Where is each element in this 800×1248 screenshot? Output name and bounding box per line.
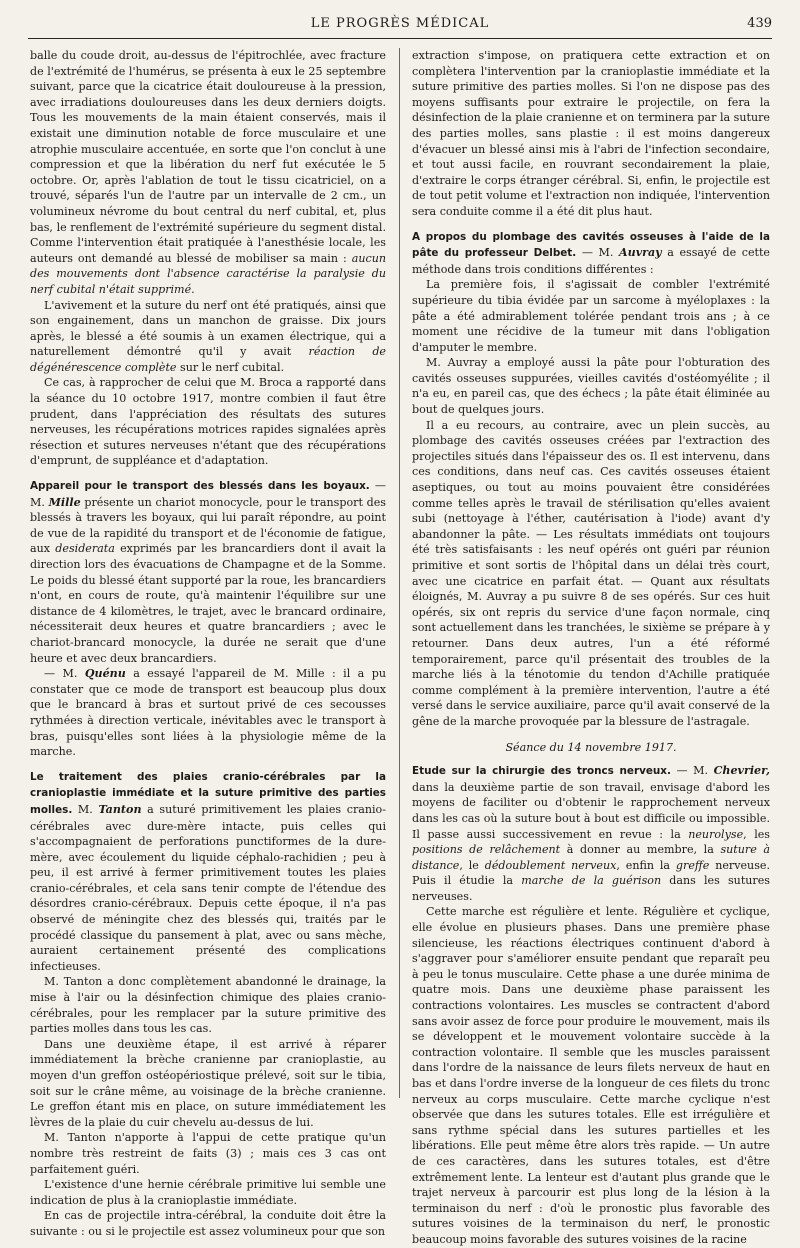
paragraph: — M. Quénu a essayé l'appareil de M. Mille : il a pu constater que ce mode de transport est beaucoup plus doux que le brancard à bras et surtout privé de ces secousses rythmées à direction verticale, inévitables avec le transport à bras, puisqu'elles sont liées à la physiologie même de la marche. <box>30 667 386 759</box>
author-name: Auvray <box>619 246 662 260</box>
author-name: Chevrier, <box>713 764 770 778</box>
section-plaies-cranio-cerebrales: Le traitement des plaies cranio-cérébrales par la cranioplastie immédiate et la suture primitive des parties molles. M. Tanton a suturé primitivement les plaies cranio-cérébrales avec dure-mère intacte, puis celles qui s'accompagnaient de perforations punctiformes de la dure-mère, avec écoulement du liquide céphalo-rachidien ; peu à peu, il est arrivé à fermer primitivement toutes les plaies cranio-cérébrales, et cela sans tenir compte de l'étendue des désordres cranio-cérébraux. Depuis cette époque, il n'a pas observé de méningite chez des blessés qui, traités par le procédé classique du pansement à plat, avec ou sans mèche, auraient certainement présenté des complications infectieuses. <box>30 770 386 973</box>
paragraph: balle du coude droit, au-dessus de l'épitrochlée, avec fracture de l'extrémité de l'humérus, se présenta à eux le 25 septembre suivant, parce que la cicatrice était douloureuse à la pression, avec irradiations douloureuses dans les deux derniers doigts. Tous les mouvements de la main étaient conservés, mais il existait une diminution notable de force musculaire et une atrophie musculaire accentuée, en sorte que l'on conclut à une compression et que la libération du nerf fut exécutée le 5 octobre. Or, après l'ablation de tout le tissu cicatriciel, on a trouvé, séparés l'un de l'autre par un intervalle de 2 cm., un volumineux névrome du bout central du nerf cubital, et, plus bas, le renflement de l'extrémité supérieure du segment distal. Comme l'intervention était pratiquée à l'anesthésie locale, les auteurs ont demandé au blessé de mobiliser sa main : aucun des mouvements dont l'absence caractérise la paralysie du nerf cubital n'était supprimé. <box>30 49 386 296</box>
section-heading: Le traitement des plaies cranio-cérébrales par la cranioplastie immédiate et la suture primitive des parties molles. <box>30 770 386 816</box>
left-column <box>30 48 386 1240</box>
paragraph: En cas de projectile intra-cérébral, la conduite doit être la suivante : ou si le projectile est assez volumineux pour que son <box>30 1209 386 1238</box>
section-plombage: A propos du plombage des cavités osseuses à l'aide de la pâte du professeur Delbet. — M. Auvray a essayé de cette méthode dans trois conditions différentes : <box>412 230 770 276</box>
journal-title: LE PROGRÈS MÉDICAL <box>310 16 490 31</box>
paragraph: La première fois, il s'agissait de combler l'extrémité supérieure du tibia évidée par un sarcome à myéloplaxes : la pâte a été admirablement tolérée pendant trois ans ; à ce moment une récidive de la tumeur mit dans l'obligation d'amputer le membre. <box>412 278 770 354</box>
right-column <box>412 48 770 1248</box>
running-header <box>28 14 772 39</box>
section-heading: Etude sur la chirurgie des troncs nerveux. <box>412 765 671 778</box>
author-name: Quénu <box>84 667 126 681</box>
paragraph: M. Tanton n'apporte à l'appui de cette pratique qu'un nombre très restreint de faits (3) ; mais ces 3 cas ont parfaitement guéri. <box>30 1131 386 1176</box>
author-name: Tanton <box>98 802 142 816</box>
paragraph: M. Tanton a donc complètement abandonné le drainage, la mise à l'air ou la désinfection chimique des plaies cranio-cérébrales, pour les remplacer par la suture primitive des parties molles dans tous les cas. <box>30 975 386 1036</box>
column-divider <box>399 48 400 1098</box>
paragraph: Dans une deuxième étape, il est arrivé à réparer immédiatement la brèche cranienne par cranioplastie, au moyen d'un greffon ostéopériostique prélevé, soit sur le tibia, soit sur le crâne même, au voisinage de la brèche cranienne. Le greffon étant mis en place, on suture immédiatement les lèvres de la plaie du cuir chevelu au-dessus de lui. <box>30 1037 386 1129</box>
section-transport-blesses: Appareil pour le transport des blessés dans les boyaux. — M. Mille présente un chariot monocycle, pour le transport des blessés à travers les boyaux, qui lui paraît répondre, au point de vue de la rapidité du transport et de l'économie de fatigue, aux desiderata exprimés par les brancardiers dont il avait la direction lors des évacuations de Champagne et de la Somme. Le poids du blessé étant supporté par la roue, les brancardiers n'ont, en cours de route, qu'à maintenir l'équilibre sur une distance de 4 kilomètres, le trajet, avec le brancard ordinaire, nécessiterait deux heures et quatre brancardiers ; avec le chariot-brancard monocycle, la durée ne serait que d'une heure et avec deux brancardiers. <box>30 479 387 665</box>
paragraph: extraction s'impose, on pratiquera cette extraction et on complètera l'intervention par la cranioplastie immédiate et la suture primitive des parties molles. Si l'on ne dispose pas des moyens suffisants pour extraire le projectile, on fera la désinfection de la plaie cranienne et on terminera par la suture des parties molles, sans plastie : il est moins dangereux d'évacuer un blessé ainsi mis à l'abri de l'infection secondaire, et tout aussi facile, en rouvrant secondairement la plaie, d'extraire le corps étranger cérébral. Si, enfin, le projectile est de tout petit volume et l'extraction non indiquée, l'intervention sera conduite comme il a été dit plus haut. <box>412 49 770 218</box>
session-date: Séance du 14 novembre 1917. <box>505 740 677 754</box>
paragraph: L'avivement et la suture du nerf ont été pratiqués, ainsi que son engainement, dans un manchon de graisse. Dix jours après, le blessé a été soumis à un examen électrique, qui a naturellement démontré qu'il y avait réaction de dégénérescence complète sur le nerf cubital. <box>30 298 386 374</box>
paragraph: L'existence d'une hernie cérébrale primitive lui semble une indication de plus à la cranioplastie immédiate. <box>30 1178 386 1207</box>
section-troncs-nerveux: Etude sur la chirurgie des troncs nerveux. — M. Chevrier, dans la deuxième partie de son travail, envisage d'abord les moyens de faciliter ou d'obtenir le rapprochement nerveux dans les cas où la suture bout à bout est difficile ou impossible. Il passe aussi successivement en revue : la neurolyse, les positions de relâchement à donner au membre, la suture à distance, le dédoublement nerveux, enfin la greffe nerveuse. Puis il étudie la marche de la guérison dans les sutures nerveuses. <box>412 764 771 903</box>
paragraph: Il a eu recours, au contraire, avec un plein succès, au plombage des cavités osseuses créées par l'extraction des projectiles situés dans l'épaisseur des os. Il est intervenu, dans ces conditions, dans neuf cas. Ces cavités osseuses étaient aseptiques, ou tout au moins pouvaient être considérées comme telles après le travail de stérilisation qu'elles avaient subi (nettoyage à l'éther, cautérisation à l'iode) avant d'y abandonner la pâte. — Les résultats immédiats ont toujours été très satisfaisants : les neuf opérés ont guéri par réunion primitive et sont sortis de l'hôpital dans un délai très court, avec une cicatrice en parfait état. — Quant aux résultats éloignés, M. Auvray a pu suivre 8 de ses opérés. Sur ces huit opérés, six ont repris du service d'une façon normale, cinq sont actuellement dans les tranchées, le sixième se prépare à y retourner. Dans deux autres, l'un a été réformé temporairement, parce qu'il présentait des troubles de la marche liés à la ténotomie du tendon d'Achille pratiquée comme complément à la première intervention, l'autre a été versé dans le service auxiliaire, parce qu'il avait conservé de la gêne de la marche provoquée par la blessure de l'astragale. <box>412 418 770 728</box>
paragraph: Cette marche est régulière et lente. Régulière et cyclique, elle évolue en plusieurs phases. Dans une première phase silencieuse, les réactions électriques continuent d'abord à s'aggraver pour s'améliorer ensuite pendant que reparaît peu à peu le tonus musculaire. Cette phase a une durée minima de quatre mois. Dans une deuxième phase paraissent les contractions volontaires. Les muscles se contractent d'abord sans avoir assez de force pour produire le mouvement, mais ils se développent et le mouvement volontaire succède à la contraction volontaire. Il semble que les muscles paraissent dans l'ordre de la naissance de leurs filets nerveux de haut en bas et dans l'ordre inverse de la longueur de ces filets du tronc nerveux au corps musculaire. Cette marche cyclique n'est observée que dans les sutures totales. Elle est irrégulière et sans rythme spécial dans les sutures partielles et les libérations. Elle peut même être alors très rapide. — Un autre de ces caractères, dans les sutures totales, est d'être extrêmement lente. La lenteur est d'autant plus grande que le trajet nerveux à parcourir est plus long de la lésion à la terminaison du nerf : d'où le pronostic plus favorable des sutures voisines de la terminaison du nerf, le pronostic beaucoup moins favorable des sutures voisines de la racine <box>412 905 770 1246</box>
paragraph: M. Auvray a employé aussi la pâte pour l'obturation des cavités osseuses suppurées, vieilles cavités d'ostéomyélite ; il n'a eu, en pareil cas, que des échecs ; la pâte était éliminée au bout de quelques jours. <box>412 356 770 417</box>
section-heading: Appareil pour le transport des blessés dans les boyaux. <box>30 480 370 493</box>
section-heading: A propos du plombage des cavités osseuses à l'aide de la pâte du professeur Delbet. <box>412 230 770 260</box>
page-number: 439 <box>747 16 772 31</box>
paragraph: Ce cas, à rapprocher de celui que M. Broca a rapporté dans la séance du 10 octobre 1917, montre combien il faut être prudent, dans l'appréciation des résultats des sutures nerveuses, les récupérations motrices rapides signalées après résection et sutures nerveuses n'étant que des récupérations d'emprunt, de suppléance et d'adaptation. <box>30 376 386 468</box>
author-name: Mille <box>48 495 81 509</box>
